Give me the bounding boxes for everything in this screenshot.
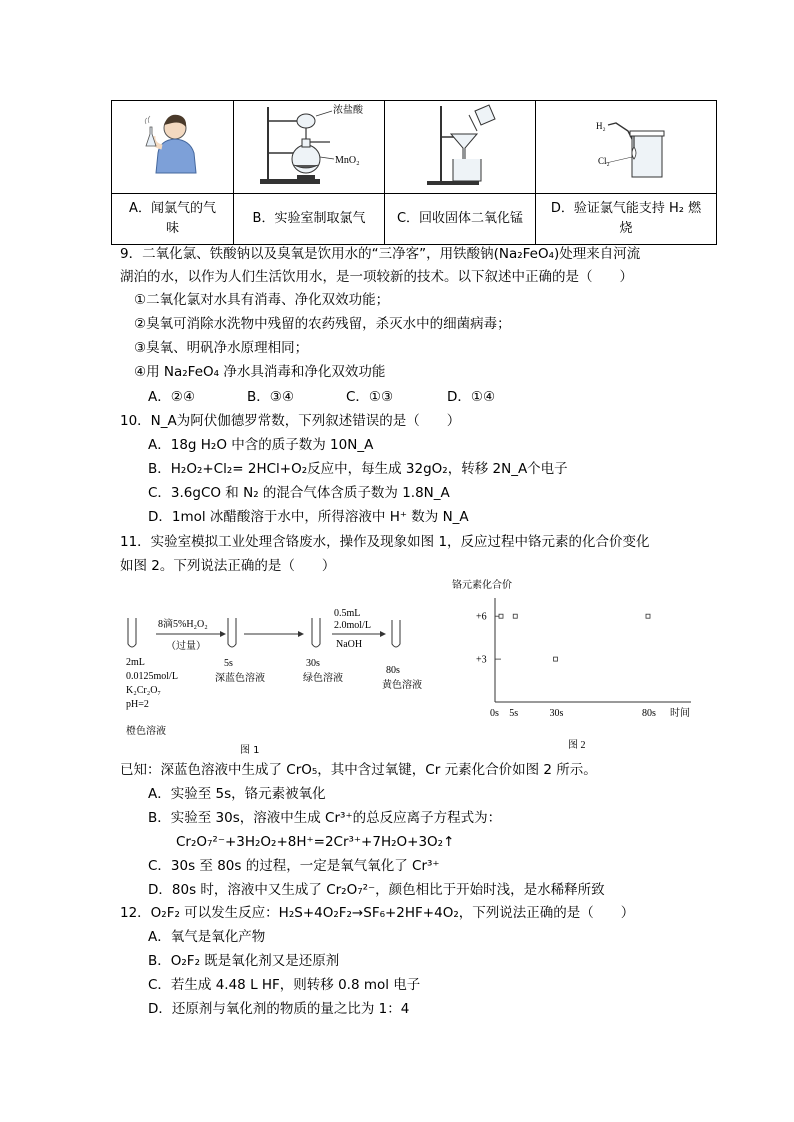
arrow3-top-label3: NaOH <box>336 639 363 650</box>
figure-1-process <box>118 598 448 760</box>
tube1-line4: pH=2 <box>126 699 149 710</box>
tube3-time: 30s <box>306 658 320 669</box>
fig-d-label-line2: 烧 <box>619 221 633 236</box>
q9-stem-line2: 湖泊的水，以作为人们生活饮用水，是一项较新的技术。以下叙述中正确的是（ ） <box>120 269 633 285</box>
q11-option-c: C．30s 至 80s 的过程，一定是氧气氧化了 Cr³⁺ <box>148 858 440 874</box>
q11-option-d: D．80s 时，溶液中又生成了 Cr₂O₇²⁻，颜色相比于开始时浅，是水稀释所致 <box>148 882 605 898</box>
chart-data-point <box>499 614 503 618</box>
tube2-color: 深蓝色溶液 <box>215 673 265 684</box>
chart-x-tick-label: 80s <box>642 708 656 719</box>
hydrogen-burning-in-chlorine-apparatus <box>536 101 716 189</box>
chart-x-tick-label: 5s <box>509 708 519 719</box>
test-tube-1 <box>128 618 136 647</box>
tube2-time: 5s <box>224 658 233 669</box>
arrow1-top-label: 8滴5%H₂O₂ <box>158 619 208 630</box>
tube1-line2: 0.0125mol/L <box>126 671 178 682</box>
chart-data-point <box>554 657 558 661</box>
label-cl2: Cl₂ <box>598 156 610 166</box>
q9-option-d: D．①④ <box>447 389 496 405</box>
q11-stem-line2: 如图 2。下列说法正确的是（ ） <box>120 558 336 574</box>
q9-stem-line1: 9．二氧化氯、铁酸钠以及臭氧是饮用水的“三净客”，用铁酸钠(Na₂FeO₄)处理来自河流 <box>120 246 641 262</box>
q11-option-b: B．实验至 30s，溶液中生成 Cr³⁺的总反应离子方程式为： <box>148 810 502 826</box>
chart-x-tick-label: 30s <box>549 708 564 719</box>
q9-option-c: C．①③ <box>346 389 394 405</box>
q9-option-a: A．②④ <box>148 389 195 405</box>
q9-item-1: ①二氧化氯对水具有消毒、净化双效功能； <box>134 292 390 308</box>
q12-stem: 12．O₂F₂ 可以发生反应：H₂S+4O₂F₂→SF₆+2HF+4O₂，下列说法正确的是（ ） <box>120 905 635 921</box>
chlorine-generator-apparatus <box>234 101 384 189</box>
figure-1-caption: 图 1 <box>240 745 260 756</box>
fig-d-cell <box>536 101 717 194</box>
fig-b-label <box>234 194 385 245</box>
q12-option-d: D．还原剂与氧化剂的物质的量之比为 1：4 <box>148 1001 410 1017</box>
q9-item-3: ③臭氧、明矾净水原理相同； <box>134 340 309 356</box>
q11-stem-line1: 11．实验室模拟工业处理含铬废水，操作及现象如图 1，反应过程中铬元素的化合价变化 <box>120 534 650 550</box>
fig-a-cell <box>112 101 234 194</box>
fig-b-cell <box>234 101 385 194</box>
filtration-apparatus <box>385 101 535 189</box>
chart-data-point <box>513 614 517 618</box>
chart-x-tick-label: 0s <box>490 708 499 719</box>
test-tube-2 <box>228 618 236 647</box>
q11-option-a: A．实验至 5s，铬元素被氧化 <box>148 786 326 802</box>
tube4-color: 黄色溶液 <box>382 680 422 691</box>
q11-known: 已知：深蓝色溶液中生成了 CrO₅，其中含过氧键，Cr 元素化合价如图 2 所示。 <box>120 762 597 778</box>
fig-a-label-line2: 味 <box>165 221 179 236</box>
fig-c-label-text: C．回收固体二氧化锰 <box>396 211 524 226</box>
fig-d-label <box>536 194 717 245</box>
q12-option-b: B．O₂F₂ 既是氧化剂又是还原剂 <box>148 953 340 969</box>
arrow3-top-label1: 0.5mL <box>334 608 361 619</box>
arrow1-bottom-label: （过量） <box>166 641 206 652</box>
label-mno2: MnO₂ <box>335 155 360 166</box>
tube1-line3: K₂Cr₂O₇ <box>126 685 161 696</box>
chart-data-point <box>646 614 650 618</box>
chart-y-tick-label: +3 <box>476 654 487 666</box>
chart-y-tick-label: +6 <box>476 611 487 623</box>
q10-option-d: D．1mol 冰醋酸溶于水中，所得溶液中 H⁺ 数为 N_A <box>148 509 469 525</box>
tube3-color: 绿色溶液 <box>303 673 343 684</box>
fig-a-label-line1: A．闻氯气的气 <box>129 201 216 216</box>
tube1-line1: 2mL <box>126 657 145 668</box>
q11-equation: Cr₂O₇²⁻+3H₂O₂+8H⁺=2Cr³⁺+7H₂O+3O₂↑ <box>176 834 455 850</box>
q8-figure-table <box>111 100 717 245</box>
fig-c-label <box>385 194 536 245</box>
chart-ylabel: 铬元素化合价 <box>452 580 512 591</box>
fig-c-cell <box>385 101 536 194</box>
person-smelling-icon <box>112 101 233 189</box>
fig-a-label <box>112 194 234 245</box>
q9-item-2: ②臭氧可消除水洗物中残留的农药残留，杀灭水中的细菌病毒； <box>134 316 511 332</box>
test-tube-4 <box>392 620 400 647</box>
q10-option-a: A．18g H₂O 中含的质子数为 10N_A <box>148 437 374 453</box>
q12-option-c: C．若生成 4.48 L HF，则转移 0.8 mol 电子 <box>148 977 421 993</box>
q12-option-a: A．氧气是氧化产物 <box>148 929 266 945</box>
fig-b-label-text: B．实验室制取氯气 <box>252 211 366 226</box>
q9-option-b: B．③④ <box>247 389 294 405</box>
chart-xlabel: 时间 <box>670 708 690 719</box>
label-h2: H₂ <box>596 121 606 131</box>
test-tube-3 <box>312 618 320 647</box>
q10-option-c: C．3.6gCO 和 N₂ 的混合气体含质子数为 1.8N_A <box>148 485 450 501</box>
tube4-time: 80s <box>386 665 400 676</box>
label-conc-hcl: 浓盐酸 <box>333 105 363 116</box>
fig-d-label-line1: D．验证氯气能支持 H₂ 燃 <box>550 201 702 216</box>
q9-item-4: ④用 Na₂FeO₄ 净水具消毒和净化双效功能 <box>134 364 386 380</box>
q10-stem: 10．N_A为阿伏伽德罗常数，下列叙述错误的是（ ） <box>120 413 461 429</box>
arrow3-top-label2: 2.0mol/L <box>334 620 371 631</box>
figure-2-caption: 图 2 <box>568 740 586 751</box>
q10-option-b: B．H₂O₂+Cl₂= 2HCl+O₂反应中，每生成 32gO₂，转移 2N_A个电子 <box>148 461 568 477</box>
figure-2-chart <box>448 576 698 756</box>
tube1-color: 橙色溶液 <box>126 726 166 737</box>
